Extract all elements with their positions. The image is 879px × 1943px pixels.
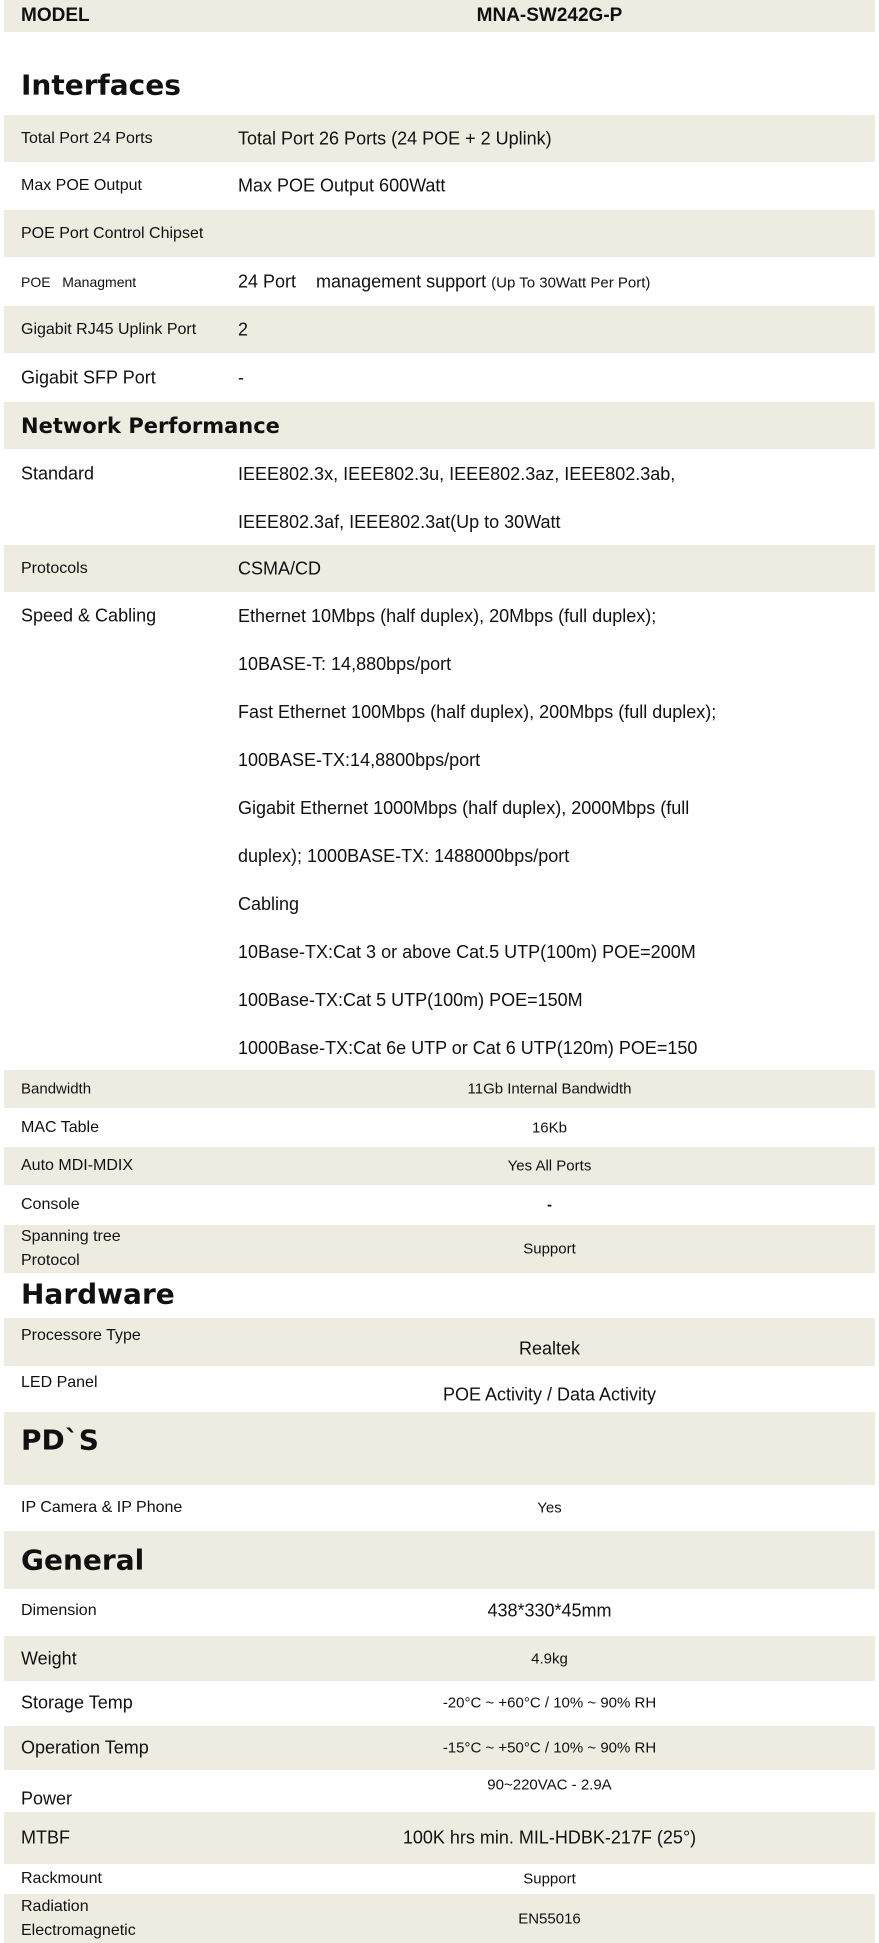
row-value <box>238 271 650 292</box>
row-value: Yes All Ports <box>507 1157 592 1175</box>
standard-line: IEEE802.3af, IEEE802.3at(Up to 30Watt <box>238 512 561 532</box>
row-label <box>21 1225 181 1273</box>
row-label-line: Radiation <box>21 1897 89 1915</box>
row-mac-table <box>4 1109 875 1147</box>
row-label: Speed & Cabling <box>21 605 157 626</box>
row-value: CSMA/CD <box>238 558 322 578</box>
row-processor <box>4 1318 875 1366</box>
row-value: 4.9kg <box>531 1650 568 1667</box>
row-label: Total Port 24 Ports <box>21 129 153 147</box>
row-label: IP Camera & IP Phone <box>21 1499 183 1516</box>
row-console <box>4 1186 875 1224</box>
row-operation-temp <box>4 1726 875 1770</box>
row-rj45-uplink <box>4 306 875 353</box>
row-label: POE Port Control Chipset <box>21 224 204 242</box>
row-max-poe <box>4 162 875 209</box>
row-value: Total Port 26 Ports (24 POE + 2 Uplink) <box>238 128 552 148</box>
row-label: Bandwidth <box>21 1080 92 1098</box>
row-value: - <box>547 1196 552 1214</box>
speed-lines <box>238 592 716 1072</box>
row-dimension <box>4 1590 875 1632</box>
row-value: -20°C ~ +60°C / 10% ~ 90% RH <box>442 1694 657 1712</box>
row-auto-mdix <box>4 1147 875 1185</box>
row-label: POE Managment <box>21 273 137 290</box>
row-spanning-tree <box>4 1225 875 1273</box>
row-label: Power <box>21 1788 73 1809</box>
speed-line: Ethernet 10Mbps (half duplex), 20Mbps (full duplex); <box>238 606 657 626</box>
row-label-line: Protocol <box>21 1252 80 1269</box>
row-label-line: Spanning tree <box>21 1228 121 1245</box>
speed-line: Fast Ethernet 100Mbps (half duplex), 200Mbps (full duplex); <box>238 702 717 722</box>
row-total-port <box>4 115 875 162</box>
row-poe-mgmt <box>4 258 875 305</box>
speed-line: Cabling <box>238 894 300 914</box>
speed-line: Gigabit Ethernet 1000Mbps (half duplex), 2000Mbps (full <box>238 798 690 818</box>
section-hardware <box>4 1273 875 1315</box>
row-label-line: Electromagnetic <box>21 1921 136 1939</box>
section-title: Network Performance <box>21 413 280 438</box>
row-value: EN55016 <box>518 1910 581 1927</box>
row-protocols <box>4 545 875 592</box>
section-title: Hardware <box>21 1277 175 1311</box>
section-general <box>4 1531 875 1589</box>
speed-line: 1000Base-TX:Cat 6e UTP or Cat 6 UTP(120m) POE=150 <box>238 1038 698 1058</box>
row-value: 90~220VAC - 2.9A <box>487 1776 612 1794</box>
row-value: 11Gb Internal Bandwidth <box>467 1080 632 1098</box>
row-label: Storage Temp <box>21 1692 133 1713</box>
row-label: Dimension <box>21 1602 97 1619</box>
row-label <box>21 1895 181 1943</box>
row-label: Gigabit SFP Port <box>21 367 156 387</box>
row-power <box>4 1771 875 1811</box>
row-bandwidth <box>4 1070 875 1108</box>
standard-lines <box>238 450 675 546</box>
speed-line: 100Base-TX:Cat 5 UTP(100m) POE=150M <box>238 990 583 1010</box>
row-rackmount <box>4 1864 875 1894</box>
row-led-panel <box>4 1366 875 1412</box>
row-value: 100K hrs min. MIL-HDBK-217F (25°) <box>402 1827 697 1848</box>
row-value: POE Activity / Data Activity <box>442 1384 657 1405</box>
row-value: 438*330*45mm <box>487 1600 612 1621</box>
row-label: MAC Table <box>21 1119 99 1136</box>
section-network-performance <box>4 402 875 449</box>
row-label: Auto MDI-MDIX <box>21 1157 134 1174</box>
section-title: General <box>21 1543 145 1577</box>
row-value: Support <box>523 1870 576 1888</box>
row-value: 2 <box>238 319 249 339</box>
row-value: -15°C ~ +50°C / 10% ~ 90% RH <box>442 1739 657 1757</box>
row-label: Max POE Output <box>21 176 142 194</box>
section-title: PD`S <box>21 1423 99 1457</box>
row-poe-control <box>4 210 875 257</box>
row-value-main: 24 Port management support <box>238 271 487 291</box>
row-value: - <box>238 367 244 387</box>
row-label: Rackmount <box>21 1870 102 1887</box>
section-interfaces <box>4 62 875 108</box>
row-standard <box>4 450 875 546</box>
model-label: MODEL <box>21 5 90 26</box>
row-label: Weight <box>21 1648 77 1668</box>
speed-line: 100BASE-TX:14,8800bps/port <box>238 750 481 770</box>
row-value: Realtek <box>518 1338 581 1359</box>
speed-line: 10Base-TX:Cat 3 or above Cat.5 UTP(100m) POE=200M <box>238 942 696 962</box>
row-label: Console <box>21 1196 80 1213</box>
row-label: Gigabit RJ45 Uplink Port <box>21 320 197 338</box>
row-label: LED Panel <box>21 1374 98 1392</box>
speed-line: duplex); 1000BASE-TX: 1488000bps/port <box>238 846 570 866</box>
section-pds <box>4 1412 875 1485</box>
row-value: Yes <box>537 1499 562 1517</box>
row-value: 16Kb <box>531 1119 568 1137</box>
row-radiation <box>4 1894 875 1943</box>
row-label: Processore Type <box>21 1327 141 1345</box>
row-value: Support <box>523 1240 576 1258</box>
row-value: Max POE Output 600Watt <box>238 175 446 195</box>
model-value: MNA-SW242G-P <box>476 5 623 26</box>
row-mtbf <box>4 1812 875 1864</box>
row-label: Standard <box>21 463 95 484</box>
row-label: Protocols <box>21 559 88 577</box>
model-header-row <box>4 0 875 32</box>
row-value-note: (Up To 30Watt Per Port) <box>491 274 651 291</box>
row-label: Operation Temp <box>21 1737 149 1758</box>
row-speed-cabling <box>4 592 875 1072</box>
speed-line: 10BASE-T: 14,880bps/port <box>238 654 452 674</box>
row-storage-temp <box>4 1682 875 1724</box>
row-ip-camera <box>4 1488 875 1528</box>
row-label: MTBF <box>21 1827 70 1848</box>
row-weight <box>4 1636 875 1681</box>
section-title: Interfaces <box>21 68 181 102</box>
standard-line: IEEE802.3x, IEEE802.3u, IEEE802.3az, IEEE802.3ab, <box>238 464 676 484</box>
row-sfp-port <box>4 354 875 401</box>
